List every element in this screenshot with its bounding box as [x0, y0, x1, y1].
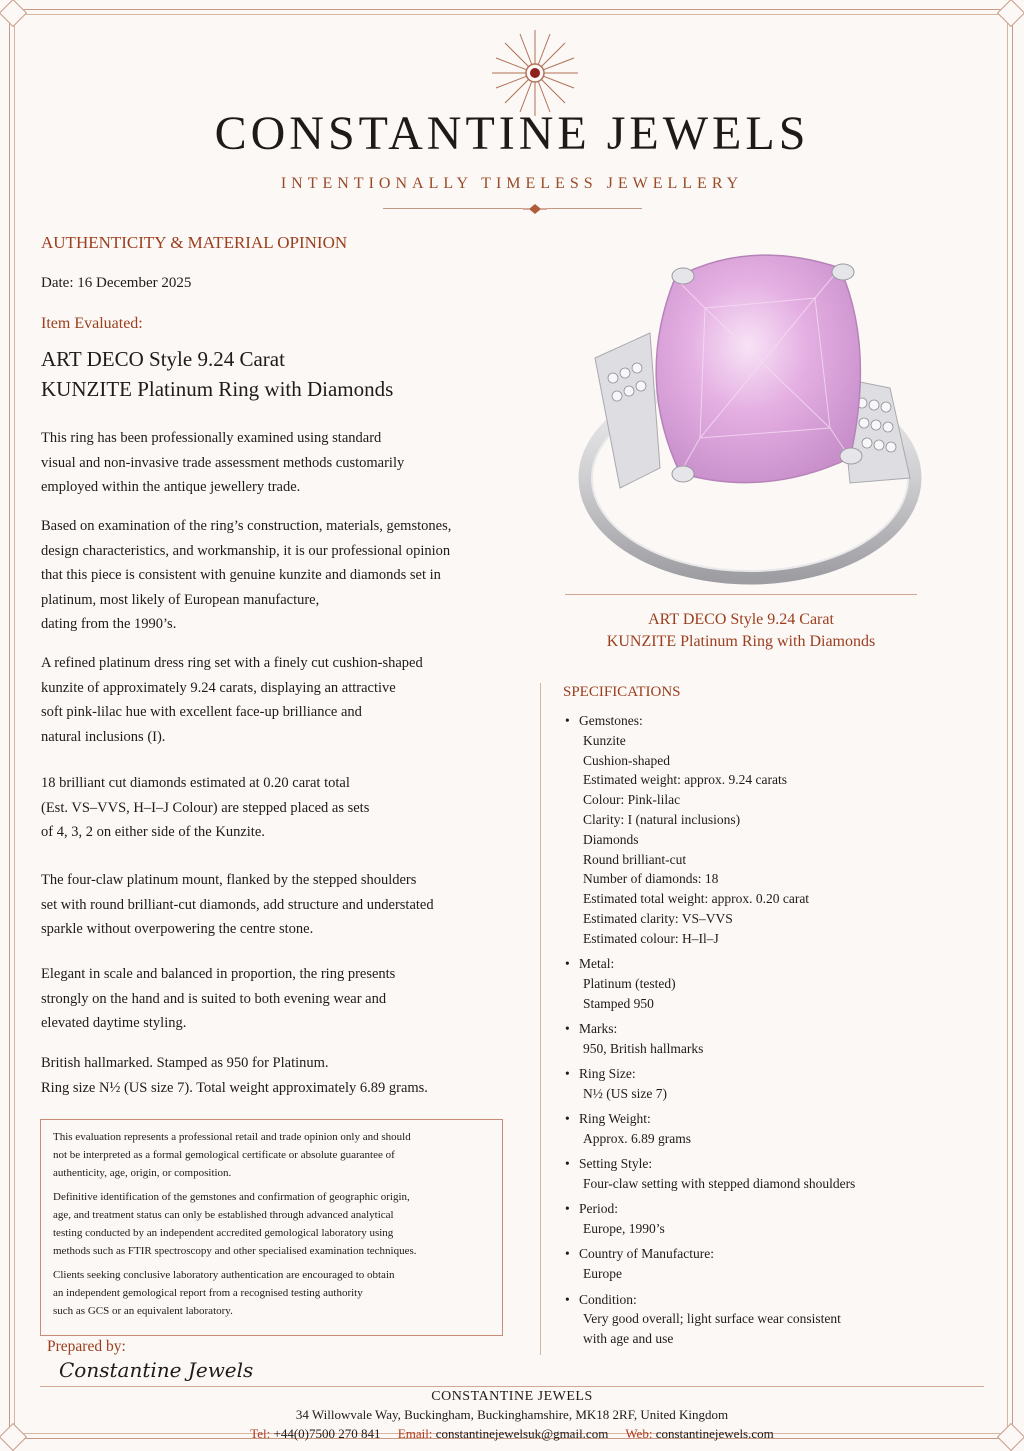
- bullet-icon: •: [565, 1066, 570, 1082]
- spec-value: N½ (US size 7): [583, 1085, 667, 1101]
- disclaimer-line: Definitive identification of the gemstones and confirmation of geographic origin,: [53, 1191, 410, 1203]
- spec-value: Four-claw setting with stepped diamond shoulders: [583, 1176, 856, 1192]
- paragraph-intro: [41, 426, 511, 500]
- spec-value: Diamonds: [583, 831, 639, 847]
- disclaimer-line: methods such as FTIR spectroscopy and other specialised examination techniques.: [53, 1245, 417, 1257]
- paragraph-line: natural inclusions (I).: [41, 728, 166, 745]
- spec-label: Metal:: [579, 956, 615, 972]
- prepared-by-label: Prepared by:: [47, 1338, 126, 1355]
- disclaimer-paragraph: [53, 1188, 490, 1260]
- spec-value: Europe, 1990’s: [583, 1221, 665, 1237]
- spec-item: [563, 1019, 963, 1059]
- image-caption: [560, 609, 922, 653]
- paragraph-line: The four-claw platinum mount, flanked by the stepped shoulders: [41, 872, 417, 888]
- spec-label: Setting Style:: [579, 1156, 653, 1172]
- spec-value: Clarity: I (natural inclusions): [583, 811, 741, 827]
- spec-value: Round brilliant-cut: [583, 851, 687, 867]
- tel-value: +44(0)7500 270 841: [273, 1426, 381, 1441]
- paragraph-mount: [41, 868, 511, 942]
- spec-label: Ring Size:: [579, 1066, 636, 1082]
- disclaimer-paragraph: [53, 1128, 490, 1182]
- item-title-line: KUNZITE Platinum Ring with Diamonds: [41, 377, 394, 401]
- disclaimer-line: This evaluation represents a professional retail and trade opinion only and should: [53, 1131, 411, 1143]
- disclaimer-line: Clients seeking conclusive laboratory authentication are encouraged to obtain: [53, 1269, 395, 1281]
- spec-value: Approx. 6.89 grams: [583, 1130, 691, 1146]
- disclaimer-line: age, and treatment status can only be established through advanced analytical: [53, 1209, 394, 1221]
- web-value: constantinejewels.com: [655, 1426, 774, 1441]
- footer-contact: [0, 1426, 1024, 1442]
- paragraph-hallmarks: [41, 1051, 511, 1100]
- paragraph-line: set with round brilliant-cut diamonds, add structure and understated: [41, 896, 434, 913]
- disclaimer-line: not be interpreted as a formal gemological certificate or absolute guarantee of: [53, 1149, 395, 1161]
- disclaimer-line: testing conducted by an independent accredited gemological laboratory using: [53, 1227, 394, 1239]
- evaluation-date: Date: 16 December 2025: [41, 275, 192, 291]
- paragraph-line: design characteristics, and workmanship, it is our professional opinion: [41, 542, 451, 559]
- bullet-icon: •: [565, 956, 570, 972]
- bullet-icon: •: [565, 1156, 570, 1172]
- disclaimer-line: such as GCS or an equivalent laboratory.: [53, 1305, 233, 1317]
- spec-value: Cushion-shaped: [583, 752, 670, 768]
- footer-divider: [40, 1386, 984, 1387]
- disclaimer-box: [40, 1119, 503, 1336]
- spec-item: [563, 1154, 963, 1194]
- spec-value: Number of diamonds: 18: [583, 871, 719, 887]
- paragraph-styling: [41, 962, 511, 1036]
- paragraph-line: sparkle without overpowering the centre stone.: [41, 921, 314, 937]
- paragraph-line: platinum, most likely of European manufacture,: [41, 591, 320, 608]
- paragraph-line: strongly on the hand and is suited to both evening wear and: [41, 990, 387, 1007]
- caption-line: ART DECO Style 9.24 Carat: [648, 611, 834, 628]
- paragraph-line: employed within the antique jewellery trade.: [41, 479, 301, 495]
- footer-address: 34 Willowvale Way, Buckingham, Buckinghamshire, MK18 2RF, United Kingdom: [295, 1407, 729, 1422]
- column-divider: [540, 683, 541, 1355]
- spec-value: Colour: Pink-lilac: [583, 792, 681, 808]
- brand-name: CONSTANTINE JEWELS: [214, 107, 810, 160]
- email-label: Email:: [397, 1426, 433, 1441]
- diamond-ornament-icon: [523, 204, 547, 214]
- ring-image: [565, 238, 925, 590]
- paragraph-line: British hallmarked. Stamped as 950 for Platinum.: [41, 1055, 329, 1071]
- section-heading: AUTHENTICITY & MATERIAL OPINION: [41, 233, 348, 252]
- spec-value: Estimated weight: approx. 9.24 carats: [583, 772, 787, 788]
- paragraph-line: (Est. VS–VVS, H–I–J Colour) are stepped placed as sets: [41, 799, 370, 816]
- paragraph-line: Ring size N½ (US size 7). Total weight approximately 6.89 grams.: [41, 1079, 428, 1096]
- spec-item: [563, 711, 963, 949]
- spec-item: [563, 1244, 963, 1284]
- spec-label: Gemstones:: [579, 713, 643, 728]
- disclaimer-line: authenticity, age, origin, or composition.: [53, 1167, 232, 1179]
- paragraph-line: that this piece is consistent with genuine kunzite and diamonds set in: [41, 567, 441, 583]
- spec-value: Very good overall; light surface wear consistent: [583, 1311, 841, 1327]
- bullet-icon: •: [565, 1291, 570, 1307]
- spec-label: Condition:: [579, 1291, 637, 1307]
- spec-value: Estimated colour: H–Il–J: [583, 930, 719, 946]
- caption-divider: [565, 594, 917, 595]
- email-value: constantinejewelsuk@gmail.com: [435, 1426, 609, 1441]
- paragraph-line: dating from the 1990’s.: [41, 616, 177, 632]
- divider: [383, 208, 523, 209]
- spec-label: Country of Manufacture:: [579, 1246, 714, 1262]
- signature: Constantine Jewels: [59, 1358, 254, 1382]
- disclaimer-line: an independent gemological report from a recognised testing authority: [53, 1287, 363, 1299]
- spec-item: [563, 1290, 963, 1349]
- spec-label: Period:: [579, 1201, 618, 1217]
- star-logo-icon: [490, 28, 580, 118]
- disclaimer-paragraph: [53, 1266, 490, 1320]
- specifications-list: [563, 711, 963, 1354]
- spec-value: Europe: [583, 1266, 622, 1282]
- paragraph-line: of 4, 3, 2 on either side of the Kunzite.: [41, 824, 265, 840]
- brand-tagline: INTENTIONALLY TIMELESS JEWELLERY: [280, 175, 744, 192]
- bullet-icon: •: [565, 1246, 570, 1262]
- spec-value: Platinum (tested): [583, 975, 676, 991]
- paragraph-line: kunzite of approximately 9.24 carats, displaying an attractive: [41, 679, 396, 696]
- paragraph-opinion: [41, 514, 511, 637]
- spec-label: Marks:: [579, 1020, 618, 1036]
- paragraph-line: Based on examination of the ring’s construction, materials, gemstones,: [41, 518, 452, 534]
- paragraph-line: soft pink-lilac hue with excellent face-up brilliance and: [41, 704, 362, 720]
- paragraph-description: [41, 651, 511, 749]
- spec-value: with age and use: [583, 1331, 674, 1347]
- web-label: Web:: [625, 1426, 653, 1441]
- bullet-icon: •: [565, 1111, 570, 1127]
- spec-value: 950, British hallmarks: [583, 1040, 704, 1056]
- footer-company-name: CONSTANTINE JEWELS: [431, 1389, 593, 1404]
- paragraph-line: visual and non-invasive trade assessment methods customarily: [41, 454, 405, 471]
- spec-item: [563, 1109, 963, 1149]
- spec-value: Estimated total weight: approx. 0.20 carat: [583, 891, 810, 907]
- paragraph-line: This ring has been professionally examined using standard: [41, 430, 382, 446]
- spec-value: Estimated clarity: VS–VVS: [583, 910, 733, 926]
- bullet-icon: •: [565, 1020, 570, 1036]
- paragraph-line: Elegant in scale and balanced in proportion, the ring presents: [41, 966, 396, 982]
- divider: [547, 208, 642, 209]
- spec-item: [563, 954, 963, 1013]
- specifications-title: SPECIFICATIONS: [563, 684, 681, 700]
- paragraph-diamonds: [41, 771, 511, 845]
- spec-item: [563, 1064, 963, 1104]
- item-evaluated-label: Item Evaluated:: [41, 315, 143, 332]
- paragraph-line: 18 brilliant cut diamonds estimated at 0.20 carat total: [41, 775, 350, 791]
- item-title-line: ART DECO Style 9.24 Carat: [41, 347, 285, 371]
- spec-label: Ring Weight:: [579, 1111, 651, 1127]
- spec-item: [563, 1199, 963, 1239]
- bullet-icon: •: [565, 1201, 570, 1217]
- item-title: [41, 344, 393, 404]
- tel-label: Tel:: [250, 1426, 271, 1441]
- paragraph-line: elevated daytime styling.: [41, 1015, 187, 1031]
- spec-value: Kunzite: [583, 732, 626, 748]
- spec-value: Stamped 950: [583, 995, 654, 1011]
- bullet-icon: •: [565, 713, 570, 728]
- caption-line: KUNZITE Platinum Ring with Diamonds: [606, 633, 876, 650]
- paragraph-line: A refined platinum dress ring set with a finely cut cushion-shaped: [41, 655, 423, 671]
